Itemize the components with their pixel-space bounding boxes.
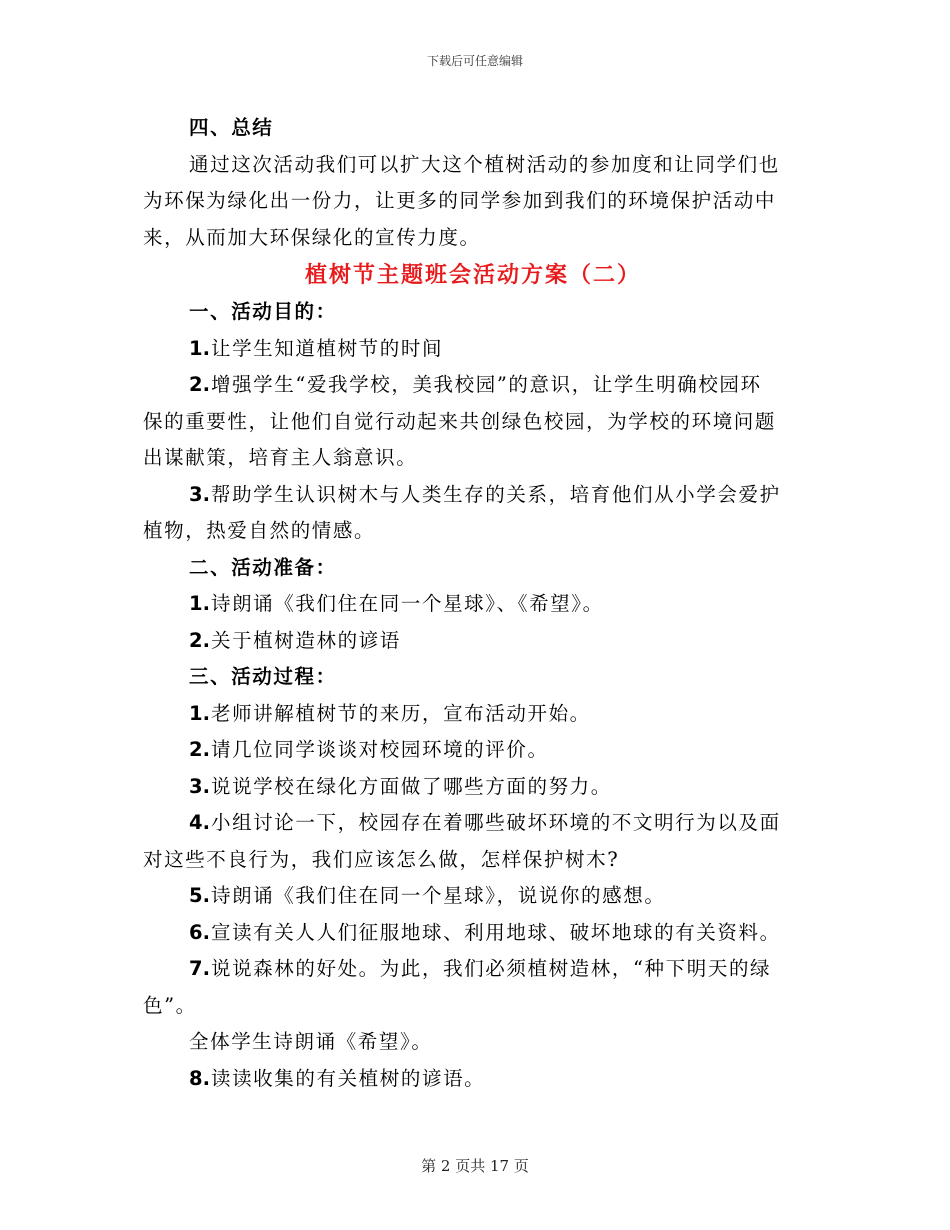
item-number: 7. [189,957,210,980]
section-heading-process: 三、活动过程： [189,665,337,688]
item-text: 关于植树造林的谚语 [210,628,401,652]
item-number: 8. [189,1066,210,1090]
list-item [143,331,803,368]
list-item [143,951,803,988]
item-text: 说说学校在绿化方面做了哪些方面的努力。 [210,774,612,798]
paragraph-line: 对这些不良行为，我们应该怎么做，怎样保护树木? [143,847,620,871]
paragraph-line: 植物，热爱自然的情感。 [143,519,376,542]
page-footer: 第 2 页共 17 页 [421,1157,529,1175]
item-text: 说说森林的好处。为此，我们必须植树造林，“种下明天的绿 [210,957,772,980]
paragraph-line: 色”。 [143,993,197,1017]
list-item [143,586,803,623]
item-number: 5. [189,884,210,907]
item-number: 1. [189,336,210,360]
section-heading-preparation: 二、活动准备： [189,555,337,579]
item-text: 诗朗诵《我们住在同一个星球》，说说你的感想。 [210,884,666,907]
section-heading-summary: 四、总结 [189,116,274,139]
item-text: 老师讲解植树节的来历，宣布活动开始。 [210,701,591,725]
list-item [143,915,803,952]
item-number: 3. [189,774,210,798]
item-text: 宣读有关人人们征服地球、利用地球、破坏地球的有关资料。 [210,920,781,944]
item-text: 请几位同学谈谈对校园环境的评价。 [210,738,549,761]
list-item [143,367,803,404]
item-text: 让学生知道植树节的时间 [210,336,444,360]
item-number: 2. [189,628,210,652]
item-text: 诗朗诵《我们住在同一个星球》、《希望》。 [210,592,604,615]
paragraph-line: 为环保为绿化出一份力，让更多的同学参加到我们的环境保护活动中 [143,189,777,212]
item-number: 4. [189,811,210,834]
paragraph-line: 出谋献策，培育主人翁意识。 [143,446,418,469]
list-item [143,1061,803,1098]
item-text: 读读收集的有关植树的谚语。 [210,1066,486,1090]
item-text: 小组讨论一下，校园存在着哪些破坏环境的不文明行为以及面 [210,811,781,834]
item-number: 1. [189,701,210,725]
paragraph-line: 通过这次活动我们可以扩大这个植树活动的参加度和让同学们也 [189,152,780,176]
page-header: 下载后可任意编辑 [426,54,523,68]
item-number: 2. [189,738,210,761]
list-item [143,477,803,514]
item-number: 2. [189,373,210,396]
list-item [143,878,803,915]
item-text: 增强学生“爱我学校，美我校园”的意识，让学生明确校园环 [210,373,762,396]
document-title: 植树节主题班会活动方案（二） [304,262,641,288]
list-item [143,805,803,842]
item-text: 帮助学生认识树木与人类生存的关系，培育他们从小学会爱护 [210,482,781,506]
paragraph-line: 保的重要性，让他们自觉行动起来共创绿色校园，为学校的环境问题 [143,409,777,433]
list-item [143,696,803,733]
list-item [143,623,803,660]
item-number: 1. [189,592,210,615]
list-item [143,732,803,769]
item-number: 3. [189,482,210,506]
paragraph-line: 全体学生诗朗诵《希望》。 [189,1030,433,1053]
section-heading-purpose: 一、活动目的： [189,300,337,323]
list-item [143,769,803,806]
document-body [143,110,803,1097]
item-number: 6. [189,920,210,944]
paragraph-line: 来，从而加大环保绿化的宣传力度。 [143,225,481,249]
